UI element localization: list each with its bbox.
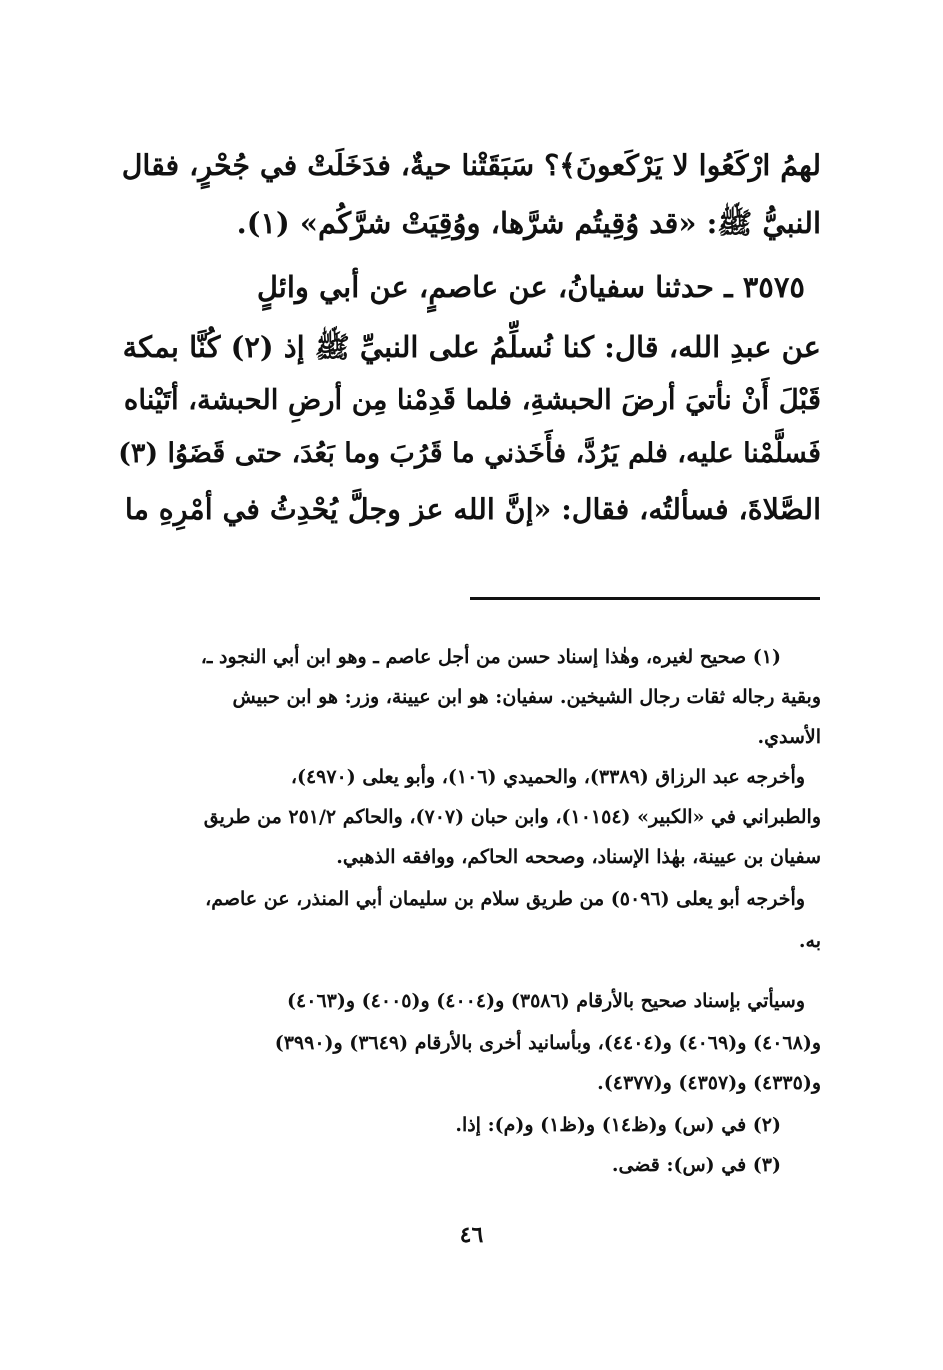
footnote-line-12: (٢) في (س) و(ظ١٤) و(ظ١) و(م): إذا.	[455, 1114, 781, 1136]
footnote-line-2: وبقية رجاله ثقات رجال الشيخين. سفيان: هو ابن عيينة، وزر: هو ابن حبيش	[232, 686, 821, 708]
footnote-divider	[470, 597, 820, 600]
body-line-2: النبيُّ ﷺ: «قد وُقِيتُم شرَّها، ووُقِيَتْ شرَّكُم» (١).	[236, 206, 821, 240]
footnote-line-1: (١) صحيح لغيره، وهٰذا إسناد حسن من أجل عاصم ـ وهو ابن أبي النجود ـ،	[200, 646, 781, 668]
page-number: ٤٦	[459, 1222, 484, 1248]
body-line-1: لهمُ ارْكَعُوا لا يَرْكَعونَ﴾؟ سَبَقَتْنا حيةٌ، فدَخَلَتْ في جُحْرٍ، فقال	[121, 148, 821, 182]
footnote-line-8: به.	[798, 930, 821, 952]
footnote-line-9: وسيأتي بإسناد صحيح بالأرقام (٣٥٨٦) و(٤٠٠٤) و(٤٠٠٥) و(٤٠٦٣)	[287, 990, 805, 1012]
body-line-4: عن عبدِ الله، قال: كنا نُسلِّمُ على النبيِّ ﷺ إذ (٢) كُنَّا بمكة	[122, 330, 821, 364]
body-line-7: الصَّلاةَ، فسألتُه، فقال: «إنَّ الله عز وجلَّ يُحْدِثُ في أمْرِهِ ما	[124, 492, 821, 526]
footnote-line-11: و(٤٣٣٥) و(٤٣٥٧) و(٤٣٧٧).	[597, 1072, 821, 1094]
footnote-line-5: والطبراني في «الكبير» (١٠١٥٤)، وابن حبان (٧٠٧)، والحاكم ٢٥١/٢ من طريق	[203, 806, 821, 828]
body-line-6: فَسلَّمْنا عليه، فلم يَرُدَّ، فأَخَذني ما قَرُبَ وما بَعُدَ، حتى قَضَوُا (٣)	[118, 438, 821, 469]
hadith-heading: ٣٥٧٥ ـ حدثنا سفيانُ، عن عاصمٍ، عن أبي وائلٍ	[256, 270, 805, 304]
body-line-5: قَبْلَ أَنْ نأتيَ أرضَ الحبشةِ، فلما قَدِمْنا مِن أرضِ الحبشة، أتَيْناه	[123, 384, 821, 416]
footnote-line-3: الأسدي.	[757, 726, 821, 748]
footnote-line-7: وأخرجه أبو يعلى (٥٠٩٦) من طريق سلام بن سليمان أبي المنذر، عن عاصم،	[205, 888, 805, 910]
footnote-line-10: و(٤٠٦٨) و(٤٠٦٩) و(٤٤٠٤)، وبأسانيد أخرى بالأرقام (٣٦٤٩) و(٣٩٩٠)	[274, 1032, 821, 1054]
footnote-line-13: (٣) في (س): قضى.	[611, 1154, 781, 1176]
footnote-line-4: وأخرجه عبد الرزاق (٣٣٨٩)، والحميدي (١٠٦)، وأبو يعلى (٤٩٧٠)،	[290, 766, 805, 788]
footnote-line-6: سفيان بن عيينة، بهٰذا الإسناد، وصححه الحاكم، ووافقه الذهبي.	[336, 846, 821, 868]
